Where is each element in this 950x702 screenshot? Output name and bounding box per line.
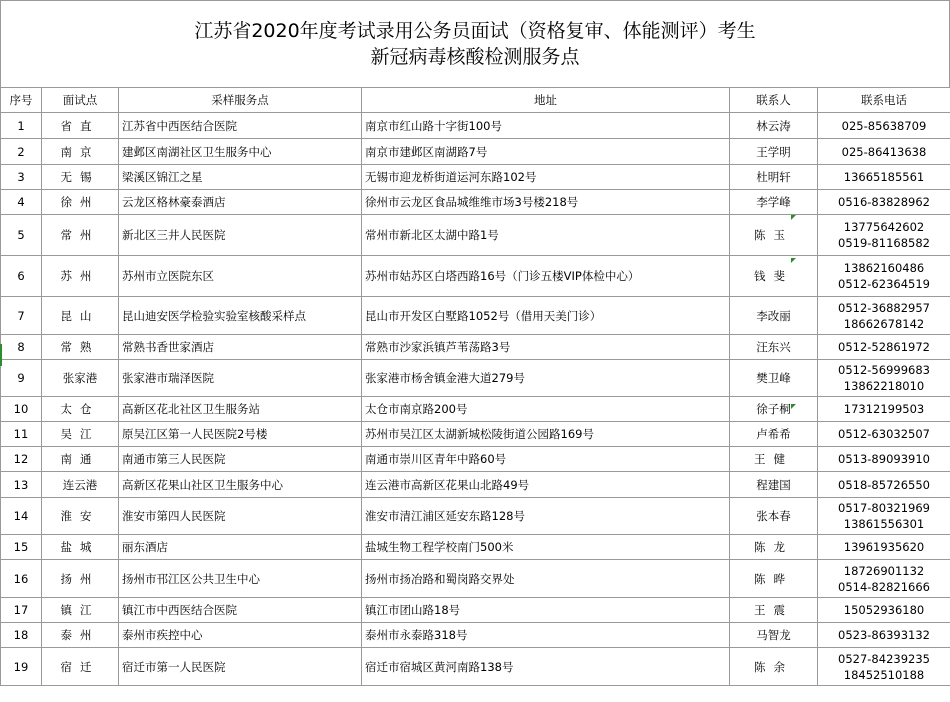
sampling-site-cell[interactable]: 丽东酒店 (119, 535, 362, 560)
table-body (1, 113, 950, 686)
address-cell[interactable]: 苏州市姑苏区白塔西路16号（门诊五楼VIP体检中心） (362, 256, 730, 297)
table-row (1, 648, 950, 686)
interview-site-cell[interactable] (42, 360, 119, 397)
table-title (0, 0, 950, 87)
interview-site-text: 淮安 (60, 509, 100, 523)
address-cell[interactable]: 苏州市吴江区太湖新城松陵街道公园路169号 (362, 422, 730, 447)
contact-text: 陈晔 (754, 571, 793, 586)
interview-site-text: 扬州 (60, 571, 100, 586)
cell-comment-marker (791, 404, 796, 409)
table-row (1, 256, 950, 297)
table-row (1, 560, 950, 598)
sampling-site-cell[interactable]: 泰州市疾控中心 (119, 623, 362, 648)
row-index-cell[interactable]: 6 (1, 256, 42, 297)
table-row (1, 297, 950, 335)
address-cell[interactable]: 镇江市团山路18号 (362, 598, 730, 623)
table-row (1, 113, 950, 139)
phone-cell[interactable] (818, 335, 950, 360)
address-cell[interactable]: 张家港市杨舍镇金港大道279号 (362, 360, 730, 397)
interview-site-text: 常州 (60, 228, 100, 242)
row-index-cell[interactable]: 13 (1, 472, 42, 498)
table-row (1, 139, 950, 165)
interview-site-text: 昆山 (60, 308, 100, 323)
contact-cell[interactable] (730, 598, 818, 623)
phone-number: 0517-80321969 (838, 501, 930, 515)
address-cell[interactable]: 连云港市高新区花果山北路49号 (362, 472, 730, 498)
phone-number: 13862160486 (843, 261, 925, 275)
contact-text: 王健 (754, 452, 793, 466)
contact-cell[interactable] (730, 535, 818, 560)
title-line-2: 新冠病毒核酸检测服务点 (370, 46, 580, 68)
address-cell[interactable]: 无锡市迎龙桥街道运河东路102号 (362, 165, 730, 190)
contact-cell[interactable] (730, 360, 818, 397)
phone-number: 0518-85726550 (838, 477, 930, 492)
phone-number: 0527-84239235 (838, 651, 930, 666)
row-index-cell[interactable]: 15 (1, 535, 42, 560)
address-cell[interactable]: 昆山市开发区白墅路1052号（借用天美门诊） (362, 297, 730, 335)
phone-number: 0514-82821666 (838, 579, 930, 594)
phone-number: 025-85638709 (841, 118, 927, 133)
phone-cell[interactable] (818, 535, 950, 560)
phone-cell[interactable] (818, 472, 950, 498)
contact-cell[interactable] (730, 447, 818, 472)
row-index-cell[interactable]: 9 (1, 360, 42, 397)
header-index: 序号 (1, 88, 42, 113)
row-index-cell[interactable]: 10 (1, 397, 42, 422)
interview-site-cell[interactable] (42, 256, 119, 297)
interview-site-text: 张家港 (62, 371, 98, 385)
phone-cell[interactable] (818, 256, 950, 297)
contact-text: 卢希希 (756, 427, 791, 441)
address-cell[interactable]: 南通市崇川区青年中路60号 (362, 447, 730, 472)
table-row (1, 472, 950, 498)
phone-number: 0513-89093910 (838, 452, 930, 466)
address-cell[interactable]: 扬州市扬冶路和蜀岗路交界处 (362, 560, 730, 598)
row-index-cell[interactable]: 11 (1, 422, 42, 447)
contact-text: 徐子桐 (756, 402, 791, 416)
contact-cell[interactable] (730, 190, 818, 215)
table-row (1, 598, 950, 623)
interview-site-cell[interactable] (42, 165, 119, 190)
phone-number: 0512-52861972 (838, 340, 930, 354)
contact-text: 陈龙 (754, 540, 793, 554)
phone-number: 0512-36882957 (838, 300, 930, 315)
sampling-site-cell[interactable]: 南通市第三人民医院 (119, 447, 362, 472)
table-row (1, 447, 950, 472)
contact-text: 王学明 (756, 144, 791, 159)
sampling-site-cell[interactable]: 扬州市邗江区公共卫生中心 (119, 560, 362, 598)
contact-text: 汪东兴 (756, 340, 791, 354)
interview-site-text: 徐州 (60, 195, 100, 209)
table-row (1, 535, 950, 560)
header-contact: 联系人 (730, 88, 818, 113)
phone-number: 0516-83828962 (838, 195, 930, 209)
phone-number: 0512-62364519 (838, 277, 930, 291)
table-row (1, 360, 950, 397)
contact-cell[interactable] (730, 397, 818, 422)
interview-site-cell[interactable] (42, 215, 119, 256)
phone-cell[interactable] (818, 422, 950, 447)
row-index-cell[interactable]: 12 (1, 447, 42, 472)
contact-cell[interactable] (730, 560, 818, 598)
phone-number: 0523-86393132 (838, 628, 930, 642)
contact-cell[interactable] (730, 498, 818, 535)
table-row (1, 215, 950, 256)
row-index-cell[interactable]: 17 (1, 598, 42, 623)
row-index-cell[interactable]: 3 (1, 165, 42, 190)
interview-site-text: 太仓 (60, 402, 100, 416)
phone-number: 13862218010 (843, 379, 925, 393)
interview-site-cell[interactable] (42, 598, 119, 623)
sampling-site-cell[interactable]: 建邺区南湖社区卫生服务中心 (119, 139, 362, 165)
testing-sites-table (0, 87, 950, 686)
contact-cell[interactable] (730, 472, 818, 498)
interview-site-text: 镇江 (60, 603, 100, 617)
address-cell[interactable]: 太仓市南京路200号 (362, 397, 730, 422)
table-row (1, 165, 950, 190)
interview-site-cell[interactable] (42, 498, 119, 535)
table-row (1, 335, 950, 360)
phone-number: 18452510188 (843, 667, 925, 682)
interview-site-cell[interactable] (42, 297, 119, 335)
contact-text: 程建国 (756, 477, 791, 492)
sampling-site-cell[interactable]: 新北区三井人民医院 (119, 215, 362, 256)
address-cell[interactable]: 南京市红山路十字街100号 (362, 113, 730, 139)
row-index-cell[interactable]: 4 (1, 190, 42, 215)
address-cell[interactable]: 泰州市永泰路318号 (362, 623, 730, 648)
phone-cell[interactable] (818, 215, 950, 256)
interview-site-cell[interactable] (42, 472, 119, 498)
contact-text: 杜明轩 (756, 170, 791, 184)
address-cell[interactable]: 盐城生物工程学校南门500米 (362, 535, 730, 560)
phone-number: 025-86413638 (841, 144, 927, 159)
row-index-cell[interactable]: 7 (1, 297, 42, 335)
phone-cell[interactable] (818, 190, 950, 215)
address-cell[interactable]: 常熟市沙家浜镇芦苇荡路3号 (362, 335, 730, 360)
sampling-site-cell[interactable]: 苏州市立医院东区 (119, 256, 362, 297)
row-index-cell[interactable]: 19 (1, 648, 42, 686)
phone-number: 0519-81168582 (838, 236, 930, 250)
interview-site-cell[interactable] (42, 335, 119, 360)
header-sampling-site: 采样服务点 (119, 88, 362, 113)
table-row (1, 623, 950, 648)
phone-cell[interactable] (818, 560, 950, 598)
row-index-cell[interactable]: 1 (1, 113, 42, 139)
phone-number: 13775642602 (843, 220, 925, 234)
sampling-site-cell[interactable]: 镇江市中西医结合医院 (119, 598, 362, 623)
phone-number: 15052936180 (843, 603, 925, 617)
interview-site-cell[interactable] (42, 447, 119, 472)
contact-text: 樊卫峰 (756, 371, 791, 385)
cell-comment-marker (791, 215, 796, 220)
contact-cell[interactable] (730, 422, 818, 447)
contact-cell[interactable] (730, 139, 818, 165)
table-row (1, 498, 950, 535)
sampling-site-cell[interactable]: 张家港市瑞泽医院 (119, 360, 362, 397)
header-interview-site: 面试点 (42, 88, 119, 113)
sampling-site-cell[interactable]: 昆山迪安医学检验实验室核酸采样点 (119, 297, 362, 335)
contact-text: 李学峰 (756, 195, 791, 209)
contact-text: 钱斐 (754, 269, 793, 283)
interview-site-text: 吴江 (60, 427, 100, 441)
row-index-cell[interactable]: 14 (1, 498, 42, 535)
interview-site-text: 连云港 (62, 477, 98, 492)
phone-number: 18726901132 (843, 563, 925, 578)
table-row (1, 190, 950, 215)
address-cell[interactable]: 宿迁市宿城区黄河南路138号 (362, 648, 730, 686)
sampling-site-cell[interactable]: 原吴江区第一人民医院2号楼 (119, 422, 362, 447)
address-cell[interactable]: 南京市建邺区南湖路7号 (362, 139, 730, 165)
row-selection-marker (0, 344, 2, 366)
header-phone: 联系电话 (818, 88, 950, 113)
sampling-site-cell[interactable]: 江苏省中西医结合医院 (119, 113, 362, 139)
phone-cell[interactable] (818, 165, 950, 190)
row-index-cell[interactable]: 16 (1, 560, 42, 598)
phone-number: 0512-56999683 (838, 363, 930, 377)
header-address: 地址 (362, 88, 730, 113)
phone-number: 0512-63032507 (838, 427, 930, 441)
contact-text: 张本春 (756, 509, 791, 523)
sampling-site-cell[interactable]: 淮安市第四人民医院 (119, 498, 362, 535)
phone-cell[interactable] (818, 598, 950, 623)
interview-site-text: 常熟 (60, 340, 100, 354)
phone-number: 13861556301 (843, 517, 925, 531)
row-index-cell[interactable]: 18 (1, 623, 42, 648)
contact-text: 陈余 (754, 659, 793, 674)
contact-text: 马智龙 (756, 628, 791, 642)
interview-site-cell[interactable] (42, 623, 119, 648)
interview-site-cell[interactable] (42, 397, 119, 422)
sampling-site-cell[interactable]: 梁溪区锦江之星 (119, 165, 362, 190)
table-row (1, 397, 950, 422)
sampling-site-cell[interactable]: 高新区花北社区卫生服务站 (119, 397, 362, 422)
address-cell[interactable]: 淮安市清江浦区延安东路128号 (362, 498, 730, 535)
interview-site-text: 泰州 (60, 628, 100, 642)
phone-number: 13961935620 (843, 540, 925, 554)
interview-site-cell[interactable] (42, 190, 119, 215)
interview-site-text: 南通 (60, 452, 100, 466)
contact-cell[interactable] (730, 165, 818, 190)
cell-comment-marker (791, 258, 796, 263)
contact-cell[interactable] (730, 113, 818, 139)
contact-cell[interactable] (730, 256, 818, 297)
phone-number: 13665185561 (843, 170, 925, 184)
phone-cell[interactable] (818, 113, 950, 139)
sampling-site-cell[interactable]: 高新区花果山社区卫生服务中心 (119, 472, 362, 498)
address-cell[interactable]: 徐州市云龙区食品城维维市场3号楼218号 (362, 190, 730, 215)
contact-text: 李改丽 (756, 308, 791, 323)
contact-cell[interactable] (730, 215, 818, 256)
phone-cell[interactable] (818, 623, 950, 648)
phone-number: 17312199503 (843, 402, 925, 416)
phone-number: 18662678142 (843, 316, 925, 331)
header-row (1, 88, 950, 113)
interview-site-text: 宿迁 (60, 659, 100, 674)
contact-cell[interactable] (730, 623, 818, 648)
phone-cell[interactable] (818, 139, 950, 165)
interview-site-cell[interactable] (42, 422, 119, 447)
sampling-site-cell[interactable]: 常熟书香世家酒店 (119, 335, 362, 360)
interview-site-cell[interactable] (42, 648, 119, 686)
phone-cell[interactable] (818, 498, 950, 535)
phone-cell[interactable] (818, 397, 950, 422)
phone-cell[interactable] (818, 648, 950, 686)
interview-site-text: 南京 (60, 144, 100, 159)
interview-site-text: 无锡 (60, 170, 100, 184)
contact-cell[interactable] (730, 335, 818, 360)
interview-site-cell[interactable] (42, 139, 119, 165)
row-index-cell[interactable]: 8 (1, 335, 42, 360)
row-index-cell[interactable]: 5 (1, 215, 42, 256)
interview-site-cell[interactable] (42, 535, 119, 560)
sampling-site-cell[interactable]: 云龙区格林豪泰酒店 (119, 190, 362, 215)
interview-site-cell[interactable] (42, 560, 119, 598)
interview-site-text: 苏州 (60, 269, 100, 283)
sampling-site-cell[interactable]: 宿迁市第一人民医院 (119, 648, 362, 686)
title-line-1: 江苏省2020年度考试录用公务员面试（资格复审、体能测评）考生 (194, 20, 756, 42)
interview-site-text: 盐城 (60, 540, 100, 554)
table-row (1, 422, 950, 447)
phone-cell[interactable] (818, 360, 950, 397)
address-cell[interactable]: 常州市新北区太湖中路1号 (362, 215, 730, 256)
interview-site-cell[interactable] (42, 113, 119, 139)
phone-cell[interactable] (818, 297, 950, 335)
contact-text: 林云涛 (756, 118, 791, 133)
contact-cell[interactable] (730, 297, 818, 335)
contact-cell[interactable] (730, 648, 818, 686)
phone-cell[interactable] (818, 447, 950, 472)
row-index-cell[interactable]: 2 (1, 139, 42, 165)
contact-text: 陈玉 (754, 228, 793, 242)
contact-text: 王震 (754, 603, 793, 617)
interview-site-text: 省直 (60, 118, 100, 133)
